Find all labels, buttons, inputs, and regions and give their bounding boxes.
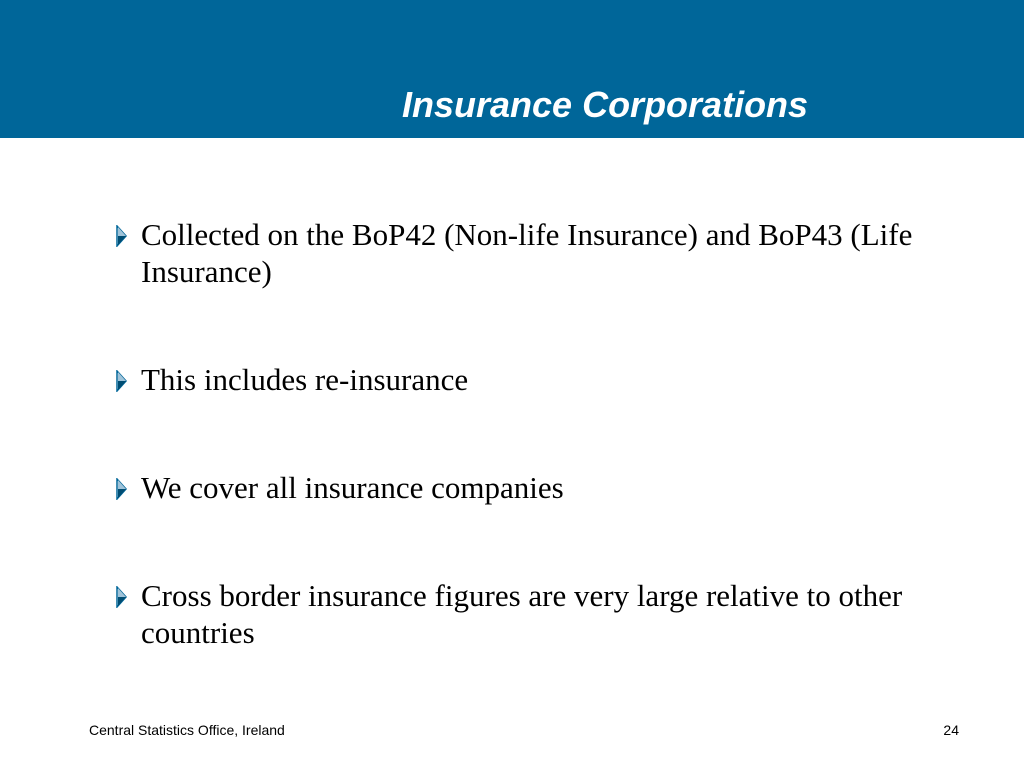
bullet-text: We cover all insurance companies bbox=[141, 470, 564, 505]
page-number: 24 bbox=[943, 722, 959, 738]
slide-title: Insurance Corporations bbox=[402, 84, 809, 125]
bullet-text: This includes re-insurance bbox=[141, 362, 469, 397]
bullet-text: Cross border insurance figures are very large relative to other countries bbox=[141, 578, 903, 650]
triangle-right-icon bbox=[116, 370, 127, 392]
bullet-text: Collected on the BoP42 (Non-life Insurance) and BoP43 (Life Insurance) bbox=[141, 217, 913, 289]
footer-organization: Central Statistics Office, Ireland bbox=[89, 722, 285, 738]
triangle-right-icon bbox=[116, 225, 127, 247]
triangle-right-icon bbox=[116, 478, 127, 500]
triangle-right-icon bbox=[116, 586, 127, 608]
header-band bbox=[0, 0, 1024, 138]
